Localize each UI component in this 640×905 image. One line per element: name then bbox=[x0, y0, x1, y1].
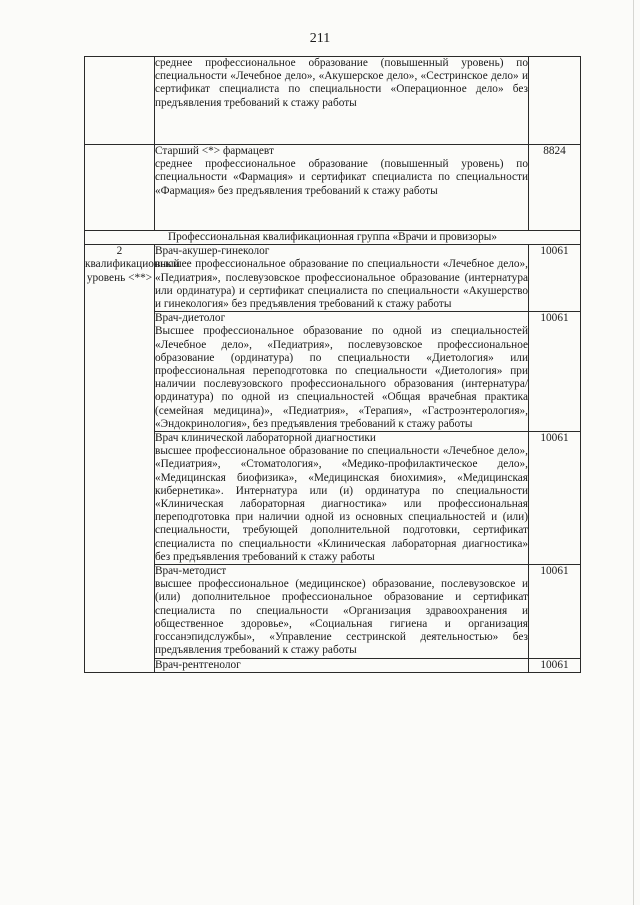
qualification-text: среднее профессиональное образование (повышенный уровень) по специальности «Лечебное дело», «Акушерское дело», «Сестринское дело» и сертификат специалиста по специальности «Операционное дело» без предъявления требований к стажу работы bbox=[155, 57, 528, 109]
salary-value: 10061 bbox=[529, 658, 581, 672]
position-description bbox=[155, 312, 529, 432]
salary-value: 10061 bbox=[529, 565, 581, 658]
position-title: Старший <*> фармацевт bbox=[155, 145, 274, 157]
level-cell bbox=[85, 57, 155, 145]
position-description bbox=[155, 565, 529, 658]
qualification-text: Высшее профессиональное образование по одной из специальностей «Лечебное дело», «Педиатрия», послевузовское профессиональное образование (ординатура) по специальности «Диетология» или профессиональная переподготовка по специальности «Диетология» при наличии послевузовского профессионального образования (интернатура/ординатура) по одной из специальностей «Общая врачебная практика (семейная медицина)», «Педиатрия», «Терапия», «Гастроэнтерология», «Эндокринология», без предъявления требований к стажу работы bbox=[155, 325, 528, 430]
salary-value: 8824 bbox=[529, 145, 581, 231]
table-row bbox=[85, 245, 581, 312]
table-row bbox=[85, 57, 581, 145]
scan-edge-line bbox=[633, 0, 634, 905]
position-description bbox=[155, 658, 529, 672]
table-row bbox=[85, 312, 581, 432]
position-title: Врач-акушер-гинеколог bbox=[155, 245, 270, 258]
table-row bbox=[85, 565, 581, 658]
qualification-text: высшее профессиональное образование по специальности «Лечебное дело», «Педиатрия», послевузовское профессиональное образование (интернатура или ординатура) и сертификат специалиста по специальности «Акушерство и гинекология» без предъявления требований к стажу работы bbox=[155, 258, 528, 311]
table-row bbox=[85, 658, 581, 672]
salary-value: 10061 bbox=[529, 312, 581, 432]
page-number: 211 bbox=[309, 31, 331, 46]
position-description bbox=[155, 245, 529, 312]
salary-cell bbox=[529, 57, 581, 145]
position-description bbox=[155, 145, 529, 231]
position-description bbox=[155, 57, 529, 145]
position-title: Врач клинической лабораторной диагностики bbox=[155, 432, 376, 445]
salary-value: 10061 bbox=[529, 245, 581, 312]
position-title: Врач-методист bbox=[155, 565, 227, 578]
qualification-text: высшее профессиональное образование по специальности «Лечебное дело», «Педиатрия», «Стоматология», «Медико-профилактическое дело», «Медицинская биофизика», «Медицинская биохимия», «Медицинская кибернетика». Интернатура или (и) ординатура по специальности «Клиническая лабораторная диагностика» или профессиональная переподготовка при наличии одной из основных специальностей и (или) специальности, требующей дополнительной подготовки, сертификат специалиста по специальности «Клиническая лабораторная диагностика» без предъявления требований к стажу работы bbox=[155, 445, 528, 563]
table-row bbox=[85, 432, 581, 565]
table-row bbox=[85, 145, 581, 231]
qualification-text: высшее профессиональное (медицинское) образование, послевузовское и (или) дополнительное профессиональное образование и сертификат специалиста по специальности «Организация здравоохранения и общественное здоровье», «Социальная гигиена и организация госсанэпидслужбы», «Управление сестринской деятельностью» без предъявления требований к стажу работы bbox=[155, 578, 528, 657]
position-title: Врач-диетолог bbox=[155, 312, 226, 325]
position-description bbox=[155, 432, 529, 565]
level-cell bbox=[85, 145, 155, 231]
position-title: Врач-рентгенолог bbox=[155, 658, 241, 671]
salary-value: 10061 bbox=[529, 432, 581, 565]
qualification-table bbox=[84, 56, 581, 673]
qualification-level: 2 квалификационный уровень <**> bbox=[85, 245, 155, 673]
group-header-row bbox=[85, 231, 581, 245]
qualification-text: среднее профессиональное образование (повышенный уровень) по специальности «Фармация» и сертификат специалиста по специальности «Фармация» без предъявления требований к стажу работы bbox=[155, 158, 528, 197]
group-header: Профессиональная квалификационная группа «Врачи и провизоры» bbox=[85, 231, 581, 245]
